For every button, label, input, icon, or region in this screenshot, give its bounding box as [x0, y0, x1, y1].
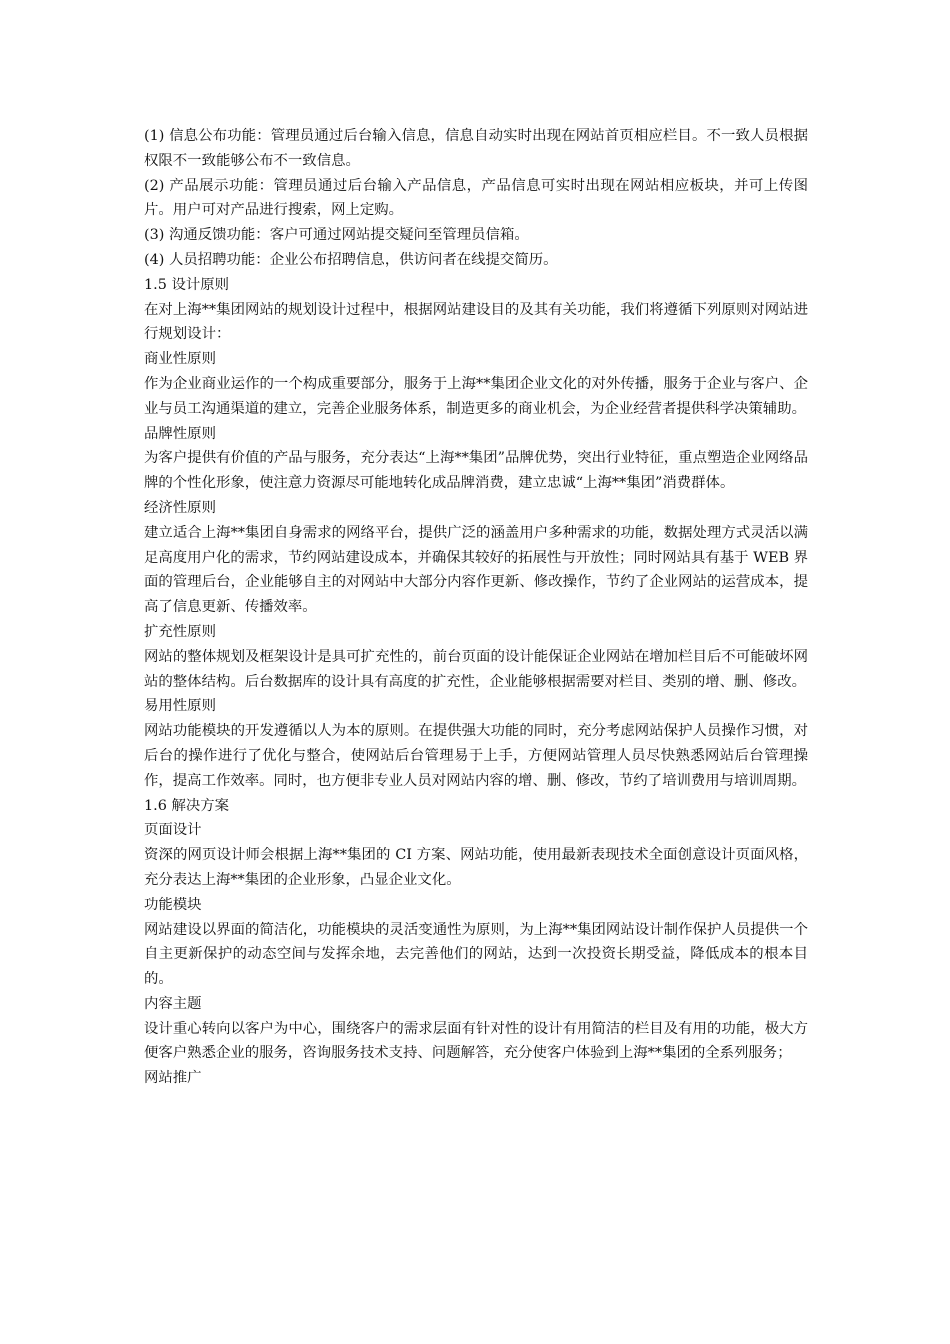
document-body	[144, 124, 808, 1091]
paragraph-economy: 建立适合上海**集团自身需求的网络平台，提供广泛的涵盖用户多种需求的功能，数据处理方式灵活以满足高度用户化的需求，节约网站建设成本，并确保其较好的拓展性与开放性；同时网站具有基于 WEB 界面的管理后台，企业能够自主的对网站中大部分内容作更新、修改操作，节约了企业网站的运营成本，提高了信息更新、传播效率。	[144, 524, 808, 616]
subheading-page-design: 页面设计	[144, 822, 202, 839]
paragraph-design-intro: 在对上海**集团网站的规划设计过程中，根据网站建设目的及其有关功能，我们将遵循下列原则对网站进行规划设计：	[144, 301, 808, 343]
subheading-site-promotion: 网站推广	[144, 1070, 202, 1087]
subheading-usability: 易用性原则	[144, 698, 216, 715]
paragraph-page-design: 资深的网页设计师会根据上海**集团的 CI 方案、网站功能，使用最新表现技术全面创意设计页面风格，充分表达上海**集团的企业形象，凸显企业文化。	[144, 847, 808, 888]
subheading-economy: 经济性原则	[144, 499, 216, 516]
paragraph-usability: 网站功能模块的开发遵循以人为本的原则。在提供强大功能的同时，充分考虑网站保护人员操作习惯，对后台的操作进行了优化与整合，使网站后台管理易于上手，方便网站管理人员尽快熟悉网站后台管理操作，提高工作效率。同时，也方便非专业人员对网站内容的增、删、修改，节约了培训费用与培训周期。	[144, 723, 808, 789]
paragraph-feature-2: (2) 产品展示功能：管理员通过后台输入产品信息，产品信息可实时出现在网站相应板块，并可上传图片。用户可对产品进行搜索，网上定购。	[144, 177, 808, 219]
subheading-content-theme: 内容主题	[144, 995, 202, 1012]
subheading-commercial: 商业性原则	[144, 351, 216, 368]
paragraph-content-theme: 设计重心转向以客户为中心，围绕客户的需求层面有针对性的设计有用简洁的栏目及有用的功能，极大方便客户熟悉企业的服务，咨询服务技术支持、问题解答，充分使客户体验到上海**集团的全系列服务；	[144, 1020, 808, 1062]
subheading-extensibility: 扩充性原则	[144, 623, 216, 640]
subheading-brand: 品牌性原则	[144, 425, 216, 442]
paragraph-commercial: 作为企业商业运作的一个构成重要部分，服务于上海**集团企业文化的对外传播，服务于企业与客户、企业与员工沟通渠道的建立，完善企业服务体系，制造更多的商业机会，为企业经营者提供科学决策辅助。	[144, 375, 808, 417]
paragraph-feature-1: (1) 信息公布功能：管理员通过后台输入信息，信息自动实时出现在网站首页相应栏目。不一致人员根据权限不一致能够公布不一致信息。	[144, 128, 808, 169]
paragraph-function-modules: 网站建设以界面的简洁化，功能模块的灵活变通性为原则，为上海**集团网站设计制作保护人员提供一个自主更新保护的动态空间与发挥余地，去完善他们的网站，达到一次投资长期受益，降低成本的根本目的。	[144, 921, 808, 988]
subheading-function-modules: 功能模块	[144, 896, 202, 913]
section-heading-1-6: 1.6 解决方案	[144, 797, 230, 814]
paragraph-extensibility: 网站的整体规划及框架设计是具可扩充性的，前台页面的设计能保证企业网站在增加栏目后不可能破坏网站的整体结构。后台数据库的设计具有高度的扩充性，企业能够根据需要对栏目、类别的增、删、修改。	[144, 648, 808, 690]
paragraph-brand: 为客户提供有价值的产品与服务，充分表达“上海**集团”品牌优势，突出行业特征，重点塑造企业网络品牌的个性化形象，使注意力资源尽可能地转化成品牌消费，建立忠诚“上海**集团”消费群体。	[144, 450, 808, 492]
paragraph-feature-4: (4) 人员招聘功能：企业公布招聘信息，供访问者在线提交简历。	[144, 251, 558, 268]
paragraph-feature-3: (3) 沟通反馈功能：客户可通过网站提交疑问至管理员信箱。	[144, 227, 529, 244]
section-heading-1-5: 1.5 设计原则	[144, 276, 230, 293]
